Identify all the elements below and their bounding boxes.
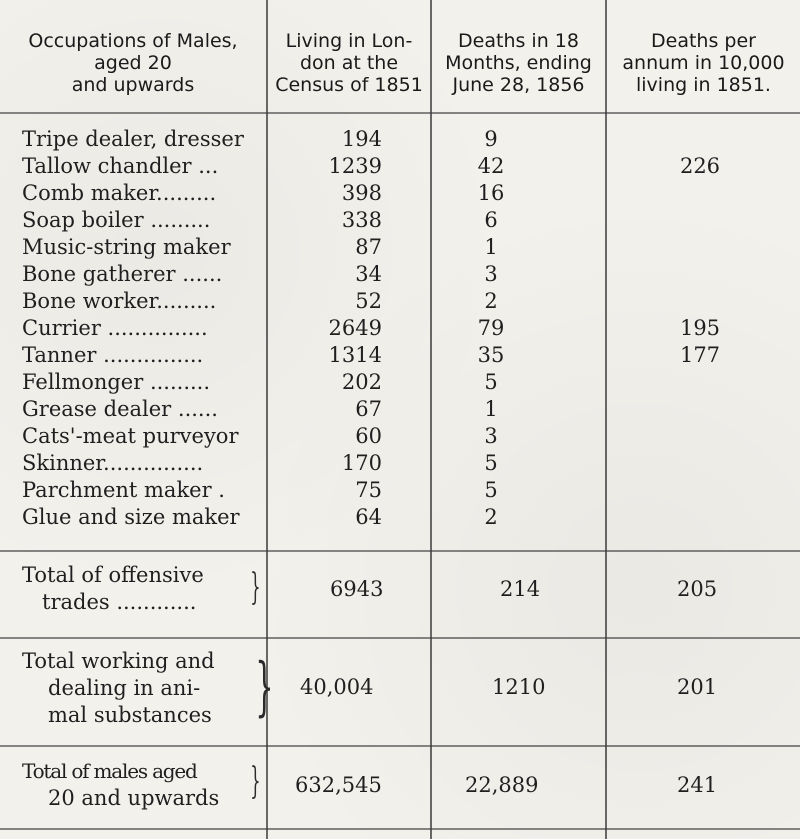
occupation-cell: Tanner ............... bbox=[22, 343, 204, 367]
table-row bbox=[0, 450, 800, 477]
total-label bbox=[22, 758, 242, 812]
living-cell: 398 bbox=[341, 181, 382, 205]
total-living: 6943 bbox=[330, 577, 384, 601]
table-row bbox=[0, 342, 800, 369]
table-row bbox=[0, 261, 800, 288]
table-row bbox=[0, 234, 800, 261]
rate-cell: 177 bbox=[679, 343, 721, 367]
total-deaths: 22,889 bbox=[465, 773, 539, 797]
total-label-line: Total working and bbox=[22, 649, 215, 673]
living-cell: 87 bbox=[355, 235, 382, 259]
brace-glyph: } bbox=[250, 761, 261, 802]
header-line: Months, ending bbox=[445, 52, 592, 74]
header-line: Deaths per bbox=[651, 30, 756, 52]
occupation-cell: Comb maker......... bbox=[22, 181, 217, 205]
living-cell: 64 bbox=[355, 505, 382, 529]
total-rate: 201 bbox=[677, 675, 718, 699]
header-line: Living in Lon- bbox=[285, 30, 413, 52]
deaths-cell: 5 bbox=[484, 451, 498, 475]
living-cell: 338 bbox=[341, 208, 382, 232]
header-line: and upwards bbox=[71, 74, 195, 96]
total-rate: 241 bbox=[677, 773, 718, 797]
total-rate: 205 bbox=[677, 577, 718, 601]
occupation-cell: Bone worker......... bbox=[22, 289, 217, 313]
total-deaths: 1210 bbox=[492, 675, 546, 699]
occupation-cell: Currier ............... bbox=[22, 316, 208, 340]
section-rule bbox=[0, 828, 800, 830]
table-row bbox=[0, 315, 800, 342]
header-living bbox=[268, 30, 430, 96]
occupation-cell: Parchment maker . bbox=[22, 478, 225, 502]
table-row bbox=[0, 369, 800, 396]
header-rate bbox=[607, 30, 800, 96]
occupation-cell: Soap boiler ......... bbox=[22, 208, 211, 232]
section-rule bbox=[0, 745, 800, 747]
rate-cell: 226 bbox=[679, 154, 721, 178]
brace-glyph: } bbox=[250, 567, 261, 608]
header-line: aged 20 bbox=[94, 52, 172, 74]
total-label-line: mal substances bbox=[48, 703, 212, 727]
total-label-line: Total of offensive bbox=[22, 563, 204, 587]
deaths-cell: 1 bbox=[484, 397, 498, 421]
table-row bbox=[0, 477, 800, 504]
header-line: June 28, 1856 bbox=[452, 74, 585, 96]
occupation-cell: Glue and size maker bbox=[22, 505, 240, 529]
total-label-line: trades ............ bbox=[42, 590, 197, 614]
header-rule bbox=[0, 112, 800, 114]
total-label-line: 20 and upwards bbox=[48, 786, 220, 810]
header-occupation bbox=[0, 30, 266, 96]
living-cell: 75 bbox=[355, 478, 382, 502]
occupation-cell: Tallow chandler ... bbox=[22, 154, 219, 178]
header-line: annum in 10,000 bbox=[622, 52, 785, 74]
deaths-cell: 2 bbox=[484, 289, 498, 313]
total-label bbox=[22, 648, 242, 729]
deaths-cell: 79 bbox=[477, 316, 505, 340]
rate-cell: 195 bbox=[679, 316, 721, 340]
table-row bbox=[0, 288, 800, 315]
table-row bbox=[0, 207, 800, 234]
living-cell: 34 bbox=[355, 262, 382, 286]
living-cell: 2649 bbox=[328, 316, 382, 340]
deaths-cell: 5 bbox=[484, 478, 498, 502]
occupation-cell: Grease dealer ...... bbox=[22, 397, 218, 421]
deaths-cell: 3 bbox=[484, 262, 498, 286]
total-living: 40,004 bbox=[300, 675, 374, 699]
deaths-cell: 42 bbox=[477, 154, 505, 178]
occupation-cell: Music-string maker bbox=[22, 235, 231, 259]
deaths-cell: 3 bbox=[484, 424, 498, 448]
living-cell: 202 bbox=[341, 370, 382, 394]
table-row bbox=[0, 180, 800, 207]
total-deaths: 214 bbox=[500, 577, 541, 601]
living-cell: 1239 bbox=[328, 154, 382, 178]
section-rule bbox=[0, 550, 800, 552]
total-living: 632,545 bbox=[295, 773, 382, 797]
header-line: don at the bbox=[299, 52, 399, 74]
header-deaths bbox=[432, 30, 605, 96]
header-line: Census of 1851 bbox=[275, 74, 423, 96]
total-label-line: dealing in ani- bbox=[48, 676, 201, 700]
occupation-cell: Tripe dealer, dresser bbox=[22, 127, 244, 151]
deaths-cell: 5 bbox=[484, 370, 498, 394]
living-cell: 52 bbox=[355, 289, 382, 313]
deaths-cell: 6 bbox=[484, 208, 498, 232]
living-cell: 170 bbox=[341, 451, 382, 475]
deaths-cell: 35 bbox=[477, 343, 505, 367]
occupation-cell: Skinner............... bbox=[22, 451, 204, 475]
deaths-cell: 1 bbox=[484, 235, 498, 259]
living-cell: 1314 bbox=[328, 343, 382, 367]
occupation-cell: Bone gatherer ...... bbox=[22, 262, 223, 286]
table-row bbox=[0, 423, 800, 450]
table-row bbox=[0, 126, 800, 153]
header-line: Deaths in 18 bbox=[458, 30, 579, 52]
total-animal-substances bbox=[0, 648, 800, 738]
table-row bbox=[0, 153, 800, 180]
table-row bbox=[0, 396, 800, 423]
table-row bbox=[0, 504, 800, 531]
header-line: living in 1851. bbox=[636, 74, 771, 96]
occupation-cell: Fellmonger ......... bbox=[22, 370, 211, 394]
living-cell: 60 bbox=[355, 424, 382, 448]
brace-glyph: } bbox=[255, 650, 274, 724]
deaths-cell: 9 bbox=[484, 127, 498, 151]
total-offensive-trades bbox=[0, 562, 800, 626]
section-rule bbox=[0, 637, 800, 639]
occupation-cell: Cats'-meat purveyor bbox=[22, 424, 239, 448]
total-males bbox=[0, 758, 800, 818]
living-cell: 67 bbox=[355, 397, 382, 421]
total-label bbox=[22, 562, 242, 616]
header-line: Occupations of Males, bbox=[28, 30, 238, 52]
deaths-cell: 16 bbox=[477, 181, 505, 205]
deaths-cell: 2 bbox=[484, 505, 498, 529]
living-cell: 194 bbox=[341, 127, 382, 151]
total-label-line: Total of males aged bbox=[22, 759, 197, 783]
